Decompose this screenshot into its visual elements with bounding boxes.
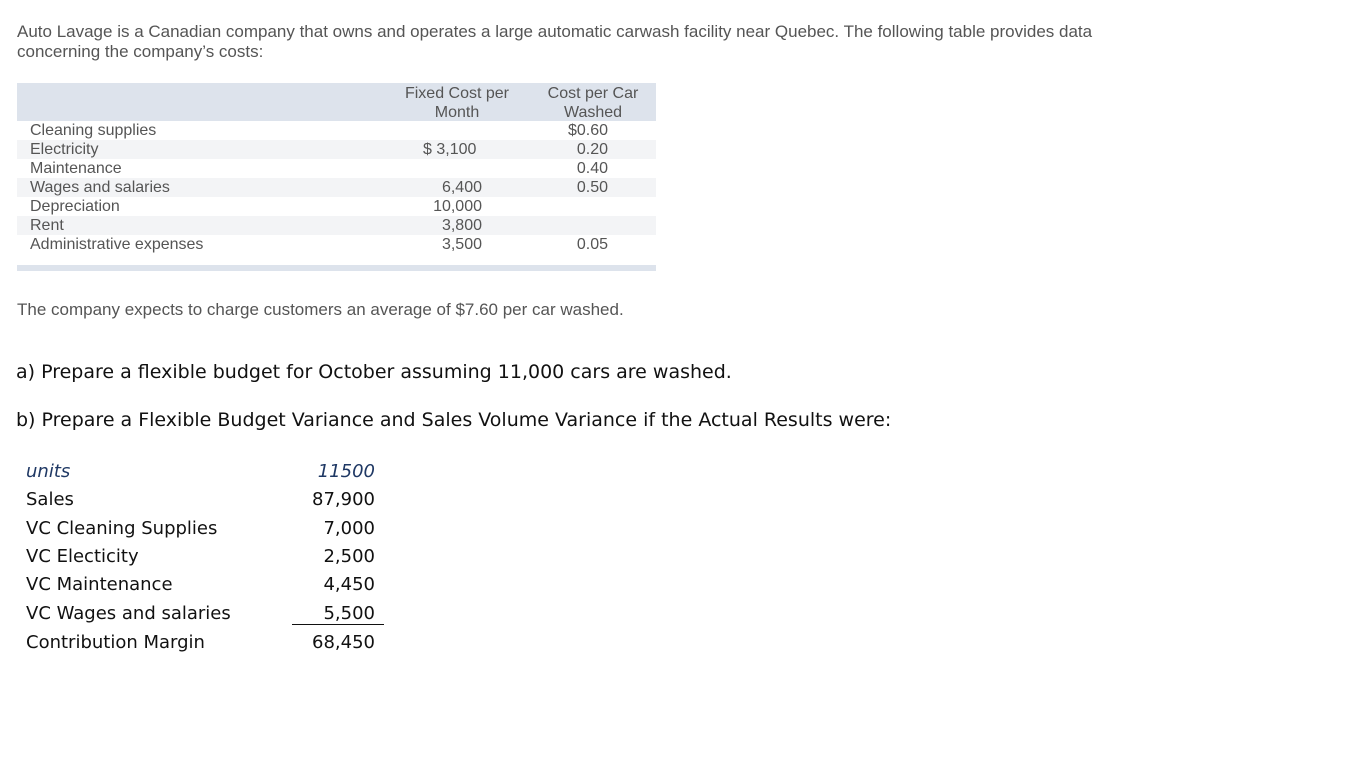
cost-row [17, 159, 656, 178]
cost-row-fixed: 6,400 [441, 179, 482, 196]
actual-row [26, 602, 386, 626]
cost-row [17, 121, 656, 140]
cost-row [17, 197, 656, 216]
cost-row [17, 178, 656, 197]
actual-row-units [26, 460, 386, 484]
actual-row-value: 11500 [317, 461, 375, 482]
actual-row [26, 573, 386, 597]
actual-row [26, 488, 386, 512]
actual-row-value: 7,000 [323, 518, 375, 539]
actual-row-label: Contribution Margin [26, 632, 205, 653]
actual-row-label: units [26, 461, 71, 482]
cost-row [17, 216, 656, 235]
actual-row-value: 5,500 [323, 603, 375, 624]
intro-paragraph: Auto Lavage is a Canadian company that owns and operates a large automatic carwash facility near Quebec. The following table provides data concerning the company’s costs: [17, 22, 1093, 61]
cost-row-label: Wages and salaries [30, 179, 170, 196]
cost-row-label: Administrative expenses [30, 236, 204, 253]
cost-table-header [17, 83, 656, 121]
cost-row-fixed: 10,000 [433, 198, 482, 215]
cost-row-label: Rent [30, 217, 64, 234]
actual-row-value: 68,450 [312, 632, 375, 653]
actual-row-label: VC Electicity [26, 546, 139, 567]
cost-row-fixed: $ 3,100 [423, 141, 477, 158]
actual-row-label: VC Cleaning Supplies [26, 518, 218, 539]
cost-row-variable: 0.20 [576, 141, 608, 158]
cost-row-fixed: 3,800 [441, 217, 482, 234]
cost-row-variable: 0.40 [576, 160, 608, 177]
actual-row-value: 4,450 [323, 574, 375, 595]
cost-row [17, 235, 656, 254]
cost-row-label: Cleaning supplies [30, 122, 157, 139]
cost-row [17, 140, 656, 159]
cost-row-label: Depreciation [30, 198, 120, 215]
cost-row-fixed: 3,500 [441, 236, 482, 253]
actual-row-label: VC Maintenance [26, 574, 173, 595]
cost-row-variable: $0.60 [567, 122, 608, 139]
header-cost-per-car: Cost per Car Washed [547, 85, 639, 121]
actual-row-total [26, 631, 386, 655]
cost-table-bottom-border [17, 265, 656, 271]
question-a: a) Prepare a flexible budget for October assuming 11,000 cars are washed. [16, 361, 732, 383]
header-fixed-cost: Fixed Cost per Month [404, 85, 510, 121]
actual-row-value: 87,900 [312, 489, 375, 510]
cost-row-variable: 0.50 [576, 179, 608, 196]
cost-row-label: Maintenance [30, 160, 122, 177]
actual-row [26, 545, 386, 569]
cost-row-label: Electricity [30, 141, 99, 158]
actual-row-label: Sales [26, 489, 74, 510]
actual-row [26, 517, 386, 541]
actual-row-value: 2,500 [323, 546, 375, 567]
cost-row-variable: 0.05 [576, 236, 608, 253]
charge-paragraph: The company expects to charge customers an average of $7.60 per car washed. [17, 300, 624, 319]
subtotal-underline [292, 624, 384, 625]
question-b: b) Prepare a Flexible Budget Variance and Sales Volume Variance if the Actual Results were: [16, 409, 892, 431]
actual-row-label: VC Wages and salaries [26, 603, 231, 624]
